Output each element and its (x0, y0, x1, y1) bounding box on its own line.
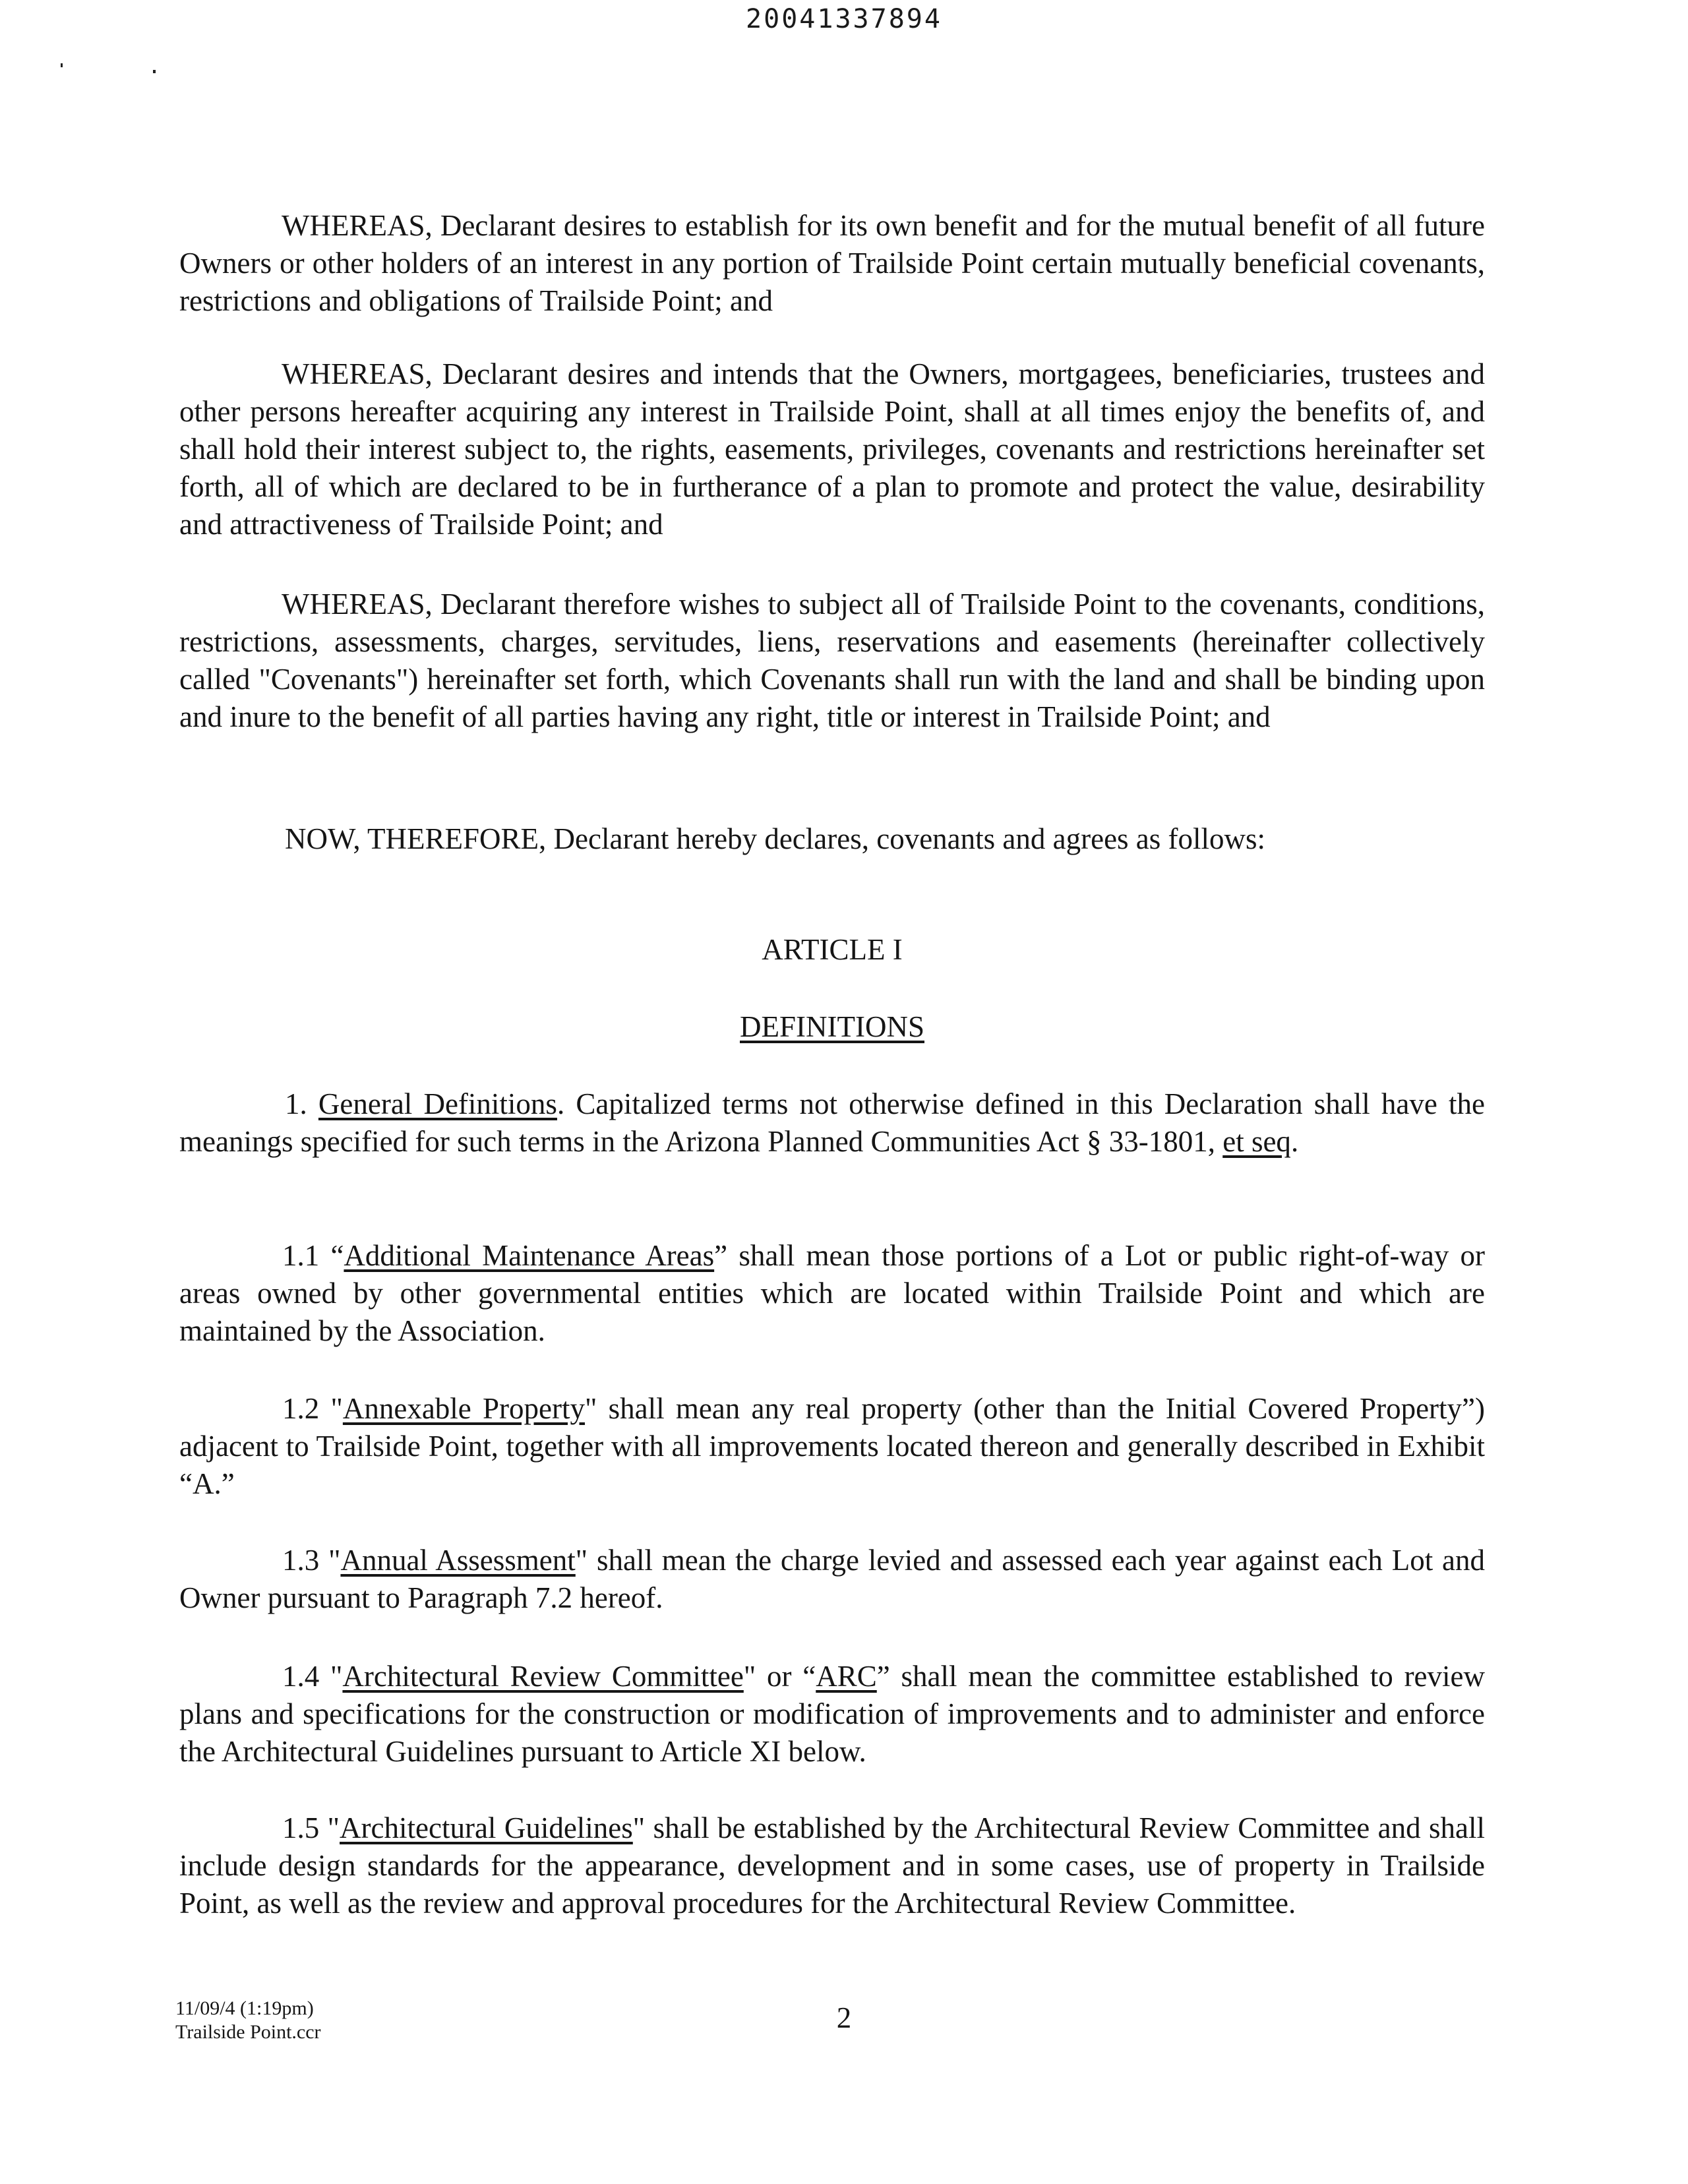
definition-paragraph (179, 1658, 1485, 1771)
term-close: . (557, 1087, 565, 1120)
recital-paragraph (179, 207, 1485, 320)
term-close: ” (714, 1239, 728, 1272)
definition-number: 1.5 (282, 1811, 320, 1844)
term-open: " (319, 1392, 343, 1425)
definition-body: shall mean the charge levied and assessed each year against each Lot and Owner pursuant to Paragraph 7.2 hereof. (179, 1544, 1485, 1614)
definition-paragraph (179, 1809, 1485, 1922)
document-number: 20041337894 (746, 4, 942, 34)
recital-paragraph (179, 586, 1485, 736)
definition-body: shall mean those portions of a Lot or public right-of-way or areas owned by other governmental entities which are located within Trailside Point and which are maintained by the Association. (179, 1239, 1485, 1347)
article-number: ARTICLE I (762, 933, 903, 966)
definition-number: 1.3 (282, 1544, 320, 1577)
definition-body: Capitalized terms not otherwise defined in this Declaration shall have the meanings specified for such terms in the Arizona Planned Communities Act § 33-1801, (179, 1087, 1485, 1158)
article-title-text: DEFINITIONS (740, 1010, 924, 1043)
term-open: " (319, 1544, 341, 1577)
term-open: " (319, 1660, 343, 1693)
defined-term: Additional Maintenance Areas (344, 1239, 715, 1272)
page-number: 2 (836, 2001, 852, 2034)
definition-number: 1.1 (282, 1239, 320, 1272)
term-open (307, 1087, 318, 1120)
recital-text: WHEREAS, Declarant desires and intends that the Owners, mortgagees, beneficiaries, trustees and other persons hereafter acquiring any interest in Trailside Point, shall at all times enjoy the benefits of, and shall hold their interest subject to, the rights, easements, privileges, covenants and restrictions hereinafter set forth, all of which are declared to be in furtherance of a plan to promote and protect the value, desirability and attractiveness of Trailside Point; and (179, 357, 1485, 541)
term-open: “ (319, 1239, 344, 1272)
term-close: " (632, 1811, 646, 1844)
article-title (179, 1008, 1485, 1046)
definition-number: 1.4 (282, 1660, 320, 1693)
definition-number: 1.2 (282, 1392, 320, 1425)
definition-paragraph (179, 1542, 1485, 1617)
definition-end: . (1290, 1125, 1299, 1158)
recital-text: WHEREAS, Declarant therefore wishes to subject all of Trailside Point to the covenants, conditions, restrictions, assessments, charges, servitudes, liens, reservations and easements (hereinafter collectively called "Covenants") hereinafter set forth, which Covenants shall run with the land and shall be binding upon and inure to the benefit of all parties having any right, title or interest in Trailside Point; and (179, 588, 1485, 733)
term-close: ” (876, 1660, 890, 1693)
term-connector: or “ (756, 1660, 816, 1693)
term-close: " (585, 1392, 597, 1425)
scan-speck (61, 63, 63, 67)
now-therefore-clause: NOW, THEREFORE, Declarant hereby declares, covenants and agrees as follows: (285, 822, 1266, 855)
footer-date: 11/09/4 (1:19pm) (175, 1997, 314, 2019)
defined-term: Annual Assessment (340, 1544, 576, 1577)
defined-term: Architectural Guidelines (340, 1811, 633, 1844)
term-open: " (319, 1811, 340, 1844)
defined-term: General Definitions (318, 1087, 557, 1120)
definition-body: shall mean the committee established to review plans and specifications for the construction or modification of improvements and to administer and enforce the Architectural Guidelines pursuant to Article XI below. (179, 1660, 1486, 1768)
definition-paragraph (179, 1390, 1485, 1503)
definition-body: shall mean any real property (other than the Initial Covered Property”) adjacent to Trailside Point, together with all improvements located thereon and generally described in Exhibit “A.” (179, 1392, 1485, 1500)
definition-body: shall be established by the Architectural Review Committee and shall include design standards for the appearance, development and in some cases, use of property in Trailside Point, as well as the review and approval procedures for the Architectural Review Committee. (179, 1811, 1485, 1920)
et-seq: et seq (1222, 1125, 1291, 1158)
footer-file: Trailside Point.ccr (175, 2021, 321, 2043)
definition-number: 1. (285, 1087, 307, 1120)
defined-term: Architectural Review Committee (342, 1660, 744, 1693)
term-close: " (575, 1544, 588, 1577)
recital-paragraph (179, 355, 1485, 543)
defined-term: Annexable Property (342, 1392, 585, 1425)
scan-speck (153, 70, 156, 73)
defined-term-abbrev: ARC (816, 1660, 877, 1693)
term-close: " (743, 1660, 756, 1693)
recital-text: WHEREAS, Declarant desires to establish for its own benefit and for the mutual benefit of all future Owners or other holders of an interest in any portion of Trailside Point certain mutually beneficial covenants, restrictions and obligations of Trailside Point; and (179, 209, 1485, 317)
definition-paragraph (179, 1237, 1485, 1350)
definition-paragraph (179, 1085, 1485, 1161)
